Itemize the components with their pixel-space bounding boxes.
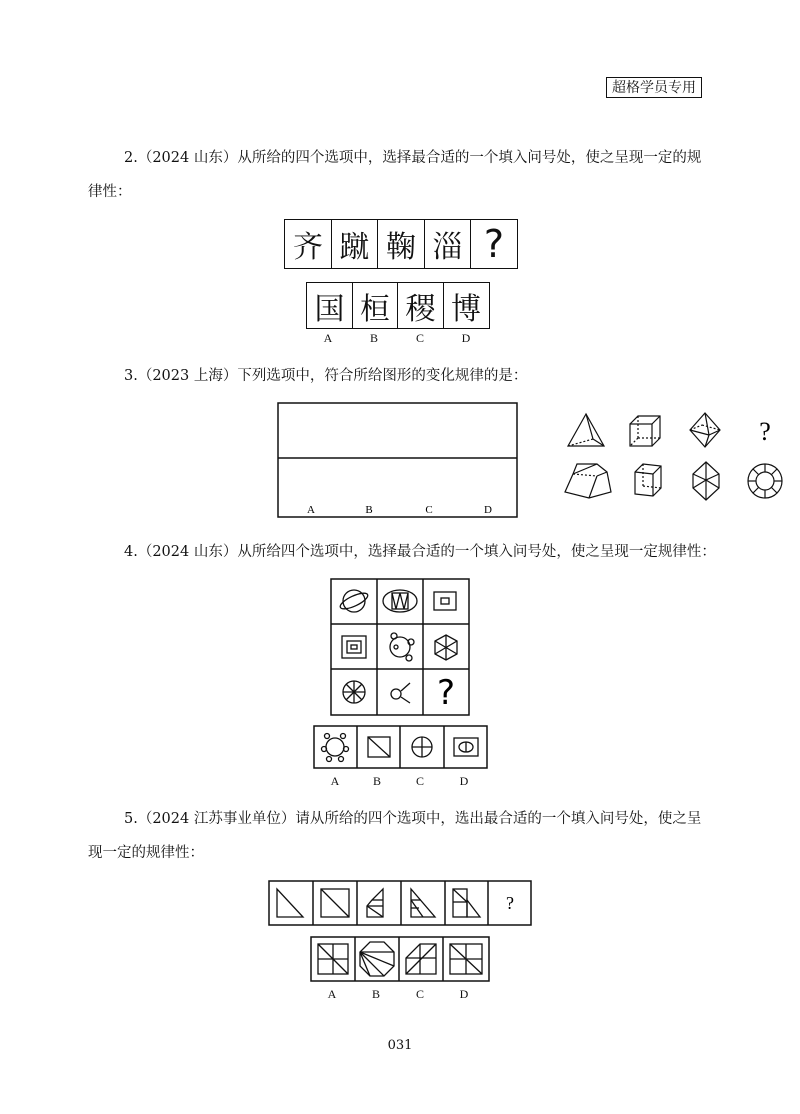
option-c-diagonal-grid-icon: [406, 944, 436, 974]
hexagon-icon: [435, 635, 457, 660]
folded-shape-icon: [367, 889, 383, 917]
prism-icon: [635, 464, 661, 496]
option-b-octagon-fan-icon: [360, 942, 394, 976]
question-4-line1: 4.（2024 山东）从所给四个选项中，选择最合适的一个填入问号处，使之呈现一定规律性：: [124, 544, 716, 560]
sequence-cell: [331, 219, 379, 269]
stacked-triangles-icon: [411, 889, 435, 917]
frustum-icon: [565, 464, 611, 498]
question-2-text: [88, 147, 718, 203]
figure-frame: [278, 403, 517, 517]
option-label-b: B: [365, 504, 373, 516]
option-a-cell[interactable]: [306, 282, 353, 329]
option-label-d: D: [484, 504, 492, 516]
option-char: 博: [451, 291, 481, 327]
option-b-slashed-square-icon: [368, 737, 390, 757]
question-4-grid: [330, 578, 470, 716]
option-label-b: B: [371, 987, 380, 1001]
option-a-circle-dots-icon: [322, 734, 349, 762]
option-d-rect-oval-icon: [454, 738, 478, 756]
option-label-a: A: [323, 331, 333, 345]
question-mark: ?: [506, 893, 514, 913]
sequence-char: 鞠: [386, 230, 416, 265]
oval-zigzag-icon: [383, 590, 417, 612]
question-2-sequence: [284, 219, 518, 269]
sequence-cell: [377, 219, 425, 269]
pyramid-icon: [568, 414, 604, 446]
option-c-cross-circle-icon: [412, 737, 432, 757]
option-label-a: A: [330, 774, 340, 788]
option-b-cell[interactable]: [352, 282, 399, 329]
option-a-quartered-icon: [318, 944, 348, 974]
question-5-sequence: [268, 880, 532, 926]
cube-icon: [630, 416, 660, 446]
triangle-icon: [277, 889, 303, 917]
sequence-cell: [424, 219, 472, 269]
option-label-c: C: [415, 774, 424, 788]
planet-icon: [338, 590, 369, 612]
option-label-d: D: [461, 331, 471, 345]
option-label-c: C: [415, 987, 424, 1001]
question-3-line1: 3.（2023 上海）下列选项中，符合所给图形的变化规律的是：: [124, 368, 528, 384]
circle-branches-icon: [391, 683, 410, 703]
sequence-cell: [284, 219, 332, 269]
grid-fragment-icon: [453, 889, 480, 917]
sequence-char: 齐: [293, 230, 323, 265]
octahedron-icon: [690, 413, 720, 447]
question-2-options: [306, 282, 490, 329]
sequence-char: 淄: [432, 230, 463, 265]
option-label-d: D: [459, 987, 469, 1001]
polyhedron-sphere-icon: [748, 464, 782, 498]
option-d-cell[interactable]: [443, 282, 490, 329]
page-number: 031: [387, 1038, 413, 1053]
option-label-a: A: [307, 504, 315, 516]
question-5-line1: 5.（2024 江苏事业单位）请从所给的四个选项中，选出最合适的一个填入问号处，使之呈: [124, 811, 702, 827]
question-5-line2: 现一定的规律性：: [88, 845, 204, 861]
question-mark: ?: [436, 673, 456, 713]
question-5-options: [310, 936, 490, 982]
question-4-options: [313, 725, 488, 769]
option-c-cell[interactable]: [397, 282, 444, 329]
question-5-text: [88, 808, 718, 864]
question-2-line2: 律性：: [88, 184, 132, 200]
spoked-circle-icon: [343, 681, 365, 703]
nested-rect-icon: [434, 592, 456, 610]
question-3-svg: [277, 402, 771, 518]
question-mark-cell: [470, 219, 518, 269]
option-label-d: D: [459, 774, 469, 788]
triple-rect-icon: [342, 636, 366, 658]
question-mark: ?: [759, 417, 771, 446]
question-4-text: [88, 541, 718, 563]
option-label-c: C: [415, 331, 424, 345]
student-only-badge: 超格学员专用: [606, 77, 702, 98]
option-d-split-grid-icon: [450, 944, 482, 974]
question-2-line1: 2.（2024 山东）从所给的四个选项中，选择最合适的一个填入问号处，使之呈现一定的规: [124, 150, 702, 166]
option-label-a: A: [327, 987, 337, 1001]
option-label-b: B: [369, 331, 378, 345]
option-char: 国: [314, 291, 345, 327]
option-char: 桓: [360, 291, 390, 327]
option-label-c: C: [425, 504, 433, 516]
question-3-figure: [277, 402, 771, 518]
split-square-icon: [321, 889, 349, 917]
option-label-b: B: [372, 774, 381, 788]
question-3-text: [88, 365, 718, 387]
faceted-solid-icon: [693, 462, 719, 500]
question-mark: ?: [483, 222, 505, 266]
sequence-char: 蹴: [339, 230, 370, 265]
circle-dots-icon: [390, 633, 414, 661]
option-char: 稷: [405, 291, 436, 327]
